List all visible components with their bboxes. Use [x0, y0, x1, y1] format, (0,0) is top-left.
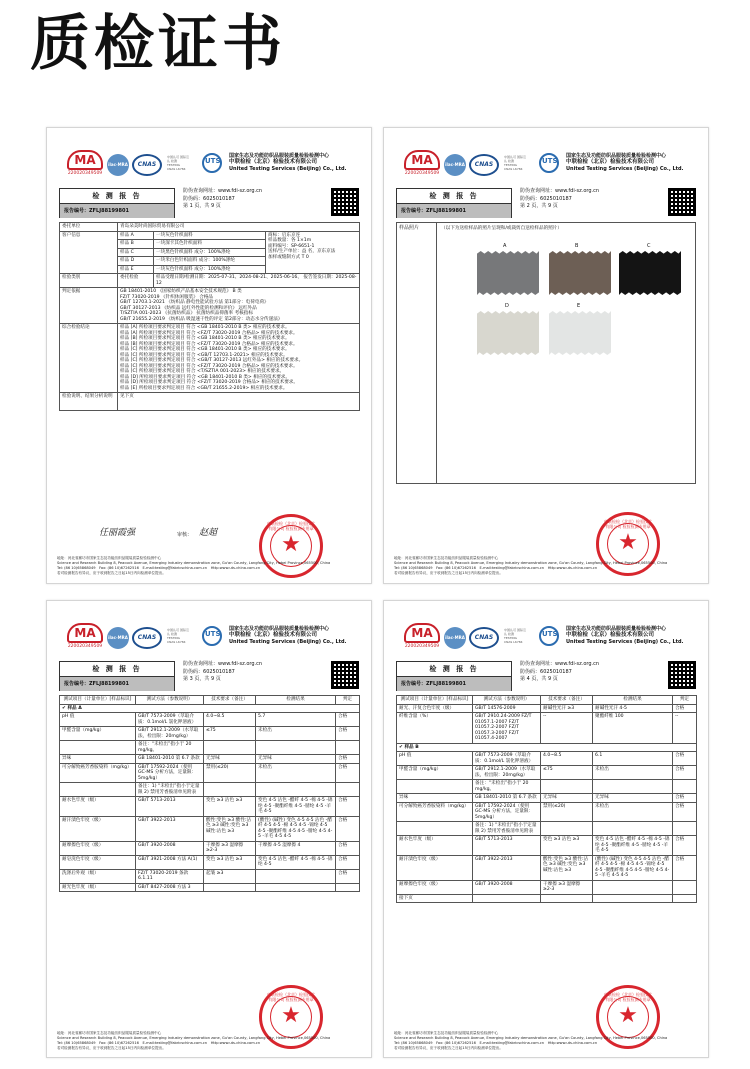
table-row	[397, 704, 697, 713]
cnas-logo: CNAS	[469, 154, 499, 176]
cell-req	[204, 783, 256, 797]
lab-name: 国家生态及功能纺织品服装质量检验检测中心 中联检检（北京）检验技术有限公司 United Testing Services (Beijing) Co., Ltd.	[566, 153, 684, 173]
cell-judge	[673, 880, 697, 894]
sample-mark: ✔ 样品 B	[397, 743, 697, 752]
cell-method: GB/T 3921-2008 方法 A(1)	[136, 855, 204, 869]
cell-method: GB/T 3922-2013	[136, 816, 204, 841]
table-row	[60, 797, 360, 817]
cell-judge: 合格	[673, 704, 697, 713]
report-footer: 地址：河北省廊坊市国家生态及功能纺织品服装质量检验检测中心 Science and Research Building 8, Peacock Avenue, Emerging Industry demonstration zone, Gu'an County, Langfang City, Hebei Province,065500, China Tel: (86 10)65868049 Fax: (86 10)67262516 E-mail:testing@fabricschina.com.cn Http:www.uts-china.com.cn 若对检测报告有异议，应于收到报告之日起15日内向检测单位提出。	[57, 556, 331, 575]
cell-result: 未检出	[593, 802, 673, 822]
table-row	[60, 755, 360, 764]
cell-result: 干摩擦 4-5 湿摩擦 4	[256, 841, 336, 855]
cell-judge: 合格	[336, 763, 360, 783]
ma-logo: MA 220020349509	[67, 150, 103, 180]
cell-req	[541, 780, 593, 794]
cell-method: GB/T 2910.24-2009 FZ/T 01057.1-2007 FZ/T 01057.2-2007 FZ/T 01057.3-2007 FZ/T 01057.4-2007	[473, 713, 541, 744]
table-row	[60, 841, 360, 855]
cell-result	[256, 783, 336, 797]
swatch-label-c: C	[647, 243, 651, 249]
swatch-c	[619, 251, 681, 295]
cell-method: GB/T 5713-2013	[473, 836, 541, 856]
table-row	[60, 727, 360, 741]
cell-judge: 合格	[673, 766, 697, 780]
cell-method: 备注：1) “未检出”指小于定量限 2) 禁用芳香胺清单见附表	[473, 822, 541, 836]
cell-item: 耐水色牢度（级）	[60, 797, 136, 817]
table-row	[397, 822, 697, 836]
star-icon: ★	[618, 530, 638, 555]
cell-result: 未检出	[256, 727, 336, 741]
sample-mark: ✔ 样品 A	[60, 704, 360, 713]
photo-note: （以下为送检样品的照片呈现和/或裁剪自送检样品的照片）	[441, 226, 562, 231]
swatch-d	[477, 311, 539, 355]
table-row	[397, 894, 697, 903]
cell-method: GB/T 3920-2008	[473, 880, 541, 894]
table-row	[397, 802, 697, 822]
table-row	[397, 752, 697, 766]
cell-req	[204, 741, 256, 755]
cell-item	[397, 822, 473, 836]
cell-req	[204, 883, 256, 892]
qr-code-icon	[668, 661, 696, 689]
cell-method: 备注：1) “未检出”指小于定量限 2) 禁用芳香胺清单见附表	[136, 783, 204, 797]
cell-result: (酸性) (碱性) 变色 4-5 4-5 沾色 -醋纤 4-5 4-5 -棉 4-5 4-5 -锦纶 4-5 4-5 -聚酯纤维 4-5 4-5 -腈纶 4-5 4-5 -羊毛 4-5 4-5	[256, 816, 336, 841]
cell-req: 耐碱性光汗 ≥3	[541, 704, 593, 713]
cell-req	[541, 822, 593, 836]
cell-item: 接下页	[397, 894, 473, 903]
results-table-a: 测试项目（计量单位）[样品标识] 测试方法（参数说明） 技术要求（备注） 检测结果 判定 ✔ 样品 A pH 值 GB/T 7573-2009（萃取介质：0.1mol/L 氯化钾溶液） 4.0~8.5 5.7 合格 甲醛含量（mg/kg） GB/T 2912.1-2009（水萃取法，检出限：20mg/kg） ≤75 未检出 合格 备注：“未检出”指小于 20 mg/kg。 异味 GB 18401-2010 第 6.7 条款 无异味 无异味 合格 可分解致癌芳香胺染料（mg/kg） GB/T 17592-2024（使用 GC-MS 分析方法，定量限：5mg/kg） 禁用(≤20) 未检出 合格 备注：1) “未检出”指小于定量限 2) 禁用芳香胺清单见附表 耐水色牢度（级） GB/T 5713-2013 变色 ≥3 沾色 ≥3 变色 4-5 沾色 -醋纤 4-5 -棉 4-5 -锦纶 4-5 -聚酯纤维 4-5 -腈纶 4-5 -羊毛 4-5 合格 耐汗渍色牢度（级） GB/T 3922-2013 酸性:变色 ≥3 酸性:沾色 ≥3 碱性:变色 ≥3 碱性:沾色 ≥3 (酸性) (碱性) 变色 4-5 4-5 沾色 -醋纤 4-5 4-5 -棉 4-5 4-5 -锦纶 4-5 4-5 -聚酯纤维 4-5 4-5 -腈纶 4-5 4-5 -羊毛 4-5 4-5 合格 耐摩擦色牢度（级） GB/T 3920-2008 干摩擦 ≥3 湿摩擦 ≥2-3 干摩擦 4-5 湿摩擦 4 合格 耐皂洗色牢度（级） GB/T 3921-2008 方法 A(1) 变色 ≥3 沾色 ≥3 变色 4-5 沾色 -醋纤 4-5 -棉 4-5 -锦纶 4-5 合格 洗涤后外观（级） FZ/T 73020-2019 条款 6.1.11 起皱 ≥3 合格 耐光色牢度（级） GB/T 8427-2008 方法 3	[59, 695, 360, 892]
qr-code-icon	[331, 188, 359, 216]
cell-method: GB/T 17592-2024（使用 GC-MS 分析方法，定量限：5mg/kg）	[473, 802, 541, 822]
cell-method: GB/T 3920-2008	[136, 841, 204, 855]
swatch-label-e: E	[577, 303, 581, 309]
ilac-logo: ilac-MRA	[444, 627, 466, 649]
cell-item: 可分解致癌芳香胺染料（mg/kg）	[60, 763, 136, 783]
signature-approver: 赵超	[199, 528, 218, 538]
official-stamp: 中联检检（北京）检验技术有限公司 检验检测专用章 ★	[596, 985, 660, 1049]
official-stamp: 中联检检（北京）检验技术有限公司 检验检测专用章 ★	[259, 985, 323, 1049]
results-table-b: 测试项目（计量单位）[样品标识] 测试方法（参数说明） 技术要求（备注） 检测结果 判定 耐光、汗复合色牢度（级） GB/T 14576-2009 耐碱性光汗 ≥3 耐碱性光汗 4-5 合格 纤维含量（%） GB/T 2910.24-2009 FZ/T 01057.1-2007 FZ/T 01057.2-2007 FZ/T 01057.3-2007 FZ/T 01057.4-2007 -- 聚酯纤维 100 -- ✔ 样品 B pH 值 GB/T 7573-2009（萃取介质：0.1mol/L 氯化钾溶液） 4.0~8.5 6.1 合格 甲醛含量（mg/kg） GB/T 2912.1-2009（水萃取法，检出限：20mg/kg） ≤75 未检出 合格 备注：“未检出”指小于 20 mg/kg。 异味 GB 18401-2010 第 6.7 条款 无异味 无异味 合格 可分解致癌芳香胺染料（mg/kg） GB/T 17592-2024（使用 GC-MS 分析方法，定量限：5mg/kg） 禁用(≤20) 未检出 合格 备注：1) “未检出”指小于定量限 2) 禁用芳香胺清单见附表 耐水色牢度（级） GB/T 5713-2013 变色 ≥3 沾色 ≥3 变色 4-5 沾色 -醋纤 4-5 -棉 4-5 -锦纶 4-5 -聚酯纤维 4-5 -腈纶 4-5 -羊毛 4-5 合格 耐汗渍色牢度（级） GB/T 3922-2013 酸性:变色 ≥3 酸性:沾色 ≥3 碱性:变色 ≥3 碱性:沾色 ≥3 (酸性) (碱性) 变色 4-5 4-5 沾色 -醋纤 4-5 4-5 -棉 4-5 4-5 -锦纶 4-5 4-5 -聚酯纤维 4-5 4-5 -腈纶 4-5 4-5 -羊毛 4-5 4-5 合格 耐摩擦色牢度（级） GB/T 3920-2008 干摩擦 ≥3 湿摩擦 ≥2-3 接下页	[396, 695, 697, 903]
cell-judge: 合格	[336, 713, 360, 727]
swatch-a	[477, 251, 539, 295]
cell-req: 无异味	[204, 755, 256, 764]
report-title-block: 检 测 报 告 报告编号：ZFLJ88199801 防伪查询网址：www.fdi-sz.org.cn 防伪码：6025010187 第 2 页，共 9 页	[396, 188, 698, 220]
report-page-4	[383, 600, 709, 1058]
table-row	[60, 763, 360, 783]
cell-item: 甲醛含量（mg/kg）	[60, 727, 136, 741]
cell-judge	[673, 780, 697, 794]
cell-judge	[673, 894, 697, 903]
cell-item: 耐皂洗色牢度（级）	[60, 855, 136, 869]
cell-judge: 合格	[336, 841, 360, 855]
swatch-label-d: D	[505, 303, 509, 309]
cell-item: 纤维含量（%）	[397, 713, 473, 744]
page-headline: 质检证书	[30, 9, 286, 79]
table-row	[397, 855, 697, 880]
cell-judge: 合格	[336, 816, 360, 841]
report-page-1	[46, 127, 372, 584]
table-row	[60, 816, 360, 841]
cell-req: 变色 ≥3 沾色 ≥3	[541, 836, 593, 856]
cell-result: 变色 4-5 沾色 -醋纤 4-5 -棉 4-5 -锦纶 4-5 -聚酯纤维 4-5 -腈纶 4-5 -羊毛 4-5	[256, 797, 336, 817]
cell-result: 变色 4-5 沾色 -醋纤 4-5 -棉 4-5 -锦纶 4-5 -聚酯纤维 4-5 -腈纶 4-5 -羊毛 4-5	[593, 836, 673, 856]
ma-logo: MA 220020349509	[404, 150, 440, 180]
cell-method: GB 18401-2010 第 6.7 条款	[136, 755, 204, 764]
lab-name: 国家生态及功能纺织品服装质量检验检测中心 中联检检（北京）检验技术有限公司 United Testing Services (Beijing) Co., Ltd.	[566, 626, 684, 646]
cell-req: 变色 ≥3 沾色 ≥3	[204, 855, 256, 869]
cell-judge	[336, 883, 360, 892]
cell-method: GB 18401-2010 第 6.7 条款	[473, 794, 541, 803]
cell-judge: 合格	[673, 794, 697, 803]
cell-result	[593, 880, 673, 894]
cell-method: GB/T 5713-2013	[136, 797, 204, 817]
cnas-note: 中国认可 国际互认 检测 TESTING CNAS L6784	[167, 155, 189, 171]
report-title-block: 检 测 报 告 报告编号：ZFLJ88199801 防伪查询网址：www.fdi-sz.org.cn 防伪码：6025010187 第 3 页，共 9 页	[59, 661, 361, 693]
report-title-block: 检 测 报 告 报告编号：ZFLJ88199801 防伪查询网址：www.fdi-sz.org.cn 防伪码：6025010187 第 4 页，共 9 页	[396, 661, 698, 693]
cell-item	[60, 741, 136, 755]
cnas-logo: CNAS	[132, 154, 162, 176]
table-row	[60, 713, 360, 727]
cell-judge: --	[673, 713, 697, 744]
report-header	[59, 623, 363, 657]
cell-judge: 合格	[673, 802, 697, 822]
cell-judge: 合格	[673, 752, 697, 766]
cell-item: 耐光、汗复合色牢度（级）	[397, 704, 473, 713]
ilac-logo: ilac-MRA	[107, 627, 129, 649]
cnas-logo: CNAS	[469, 627, 499, 649]
cell-judge	[336, 741, 360, 755]
cell-req: 干摩擦 ≥3 湿摩擦 ≥2-3	[541, 880, 593, 894]
report-footer: 地址：河北省廊坊市国家生态及功能纺织品服装质量检验检测中心 Science and Research Building 8, Peacock Avenue, Emerging Industry demonstration zone, Gu'an County, Langfang City, Hebei Province,065500, China Tel: (86 10)65868049 Fax: (86 10)67262516 E-mail:testing@fabricschina.com.cn Http:www.uts-china.com.cn 若对检测报告有异议，应于收到报告之日起15日内向检测单位提出。	[394, 1031, 668, 1050]
qr-code-icon	[331, 661, 359, 689]
cnas-note: 中国认可 国际互认 检测 TESTING CNAS L6784	[167, 628, 189, 644]
uts-logo: UTS	[539, 626, 561, 648]
qr-code-icon	[668, 188, 696, 216]
table-row	[60, 869, 360, 883]
ilac-logo: ilac-MRA	[444, 154, 466, 176]
cell-req: 禁用(≤20)	[541, 802, 593, 822]
cell-result	[593, 894, 673, 903]
cell-method: GB/T 7573-2009（萃取介质：0.1mol/L 氯化钾溶液）	[136, 713, 204, 727]
uts-logo: UTS	[202, 626, 224, 648]
cell-result	[256, 869, 336, 883]
report-page-2	[383, 127, 709, 584]
star-icon: ★	[281, 532, 301, 557]
lab-name: 国家生态及功能纺织品服装质量检验检测中心 中联检检（北京）检验技术有限公司 United Testing Services (Beijing) Co., Ltd.	[229, 153, 347, 173]
cell-result: 无异味	[256, 755, 336, 764]
report-title-block	[59, 188, 361, 220]
cell-judge	[336, 783, 360, 797]
uts-logo: UTS	[539, 153, 561, 175]
cell-judge: 合格	[336, 869, 360, 883]
cell-req: 禁用(≤20)	[204, 763, 256, 783]
cell-result: 5.7	[256, 713, 336, 727]
photo-label: 样品照片	[397, 223, 437, 483]
report-info: 防伪查询网址：www.fdi-sz.org.cn 防伪码：6025010187 第 1 页，共 9 页	[183, 188, 263, 209]
cell-result	[256, 741, 336, 755]
report-page-3	[46, 600, 372, 1058]
cell-result	[593, 780, 673, 794]
cell-req: 酸性:变色 ≥3 酸性:沾色 ≥3 碱性:变色 ≥3 碱性:沾色 ≥3	[204, 816, 256, 841]
table-row	[397, 880, 697, 894]
cell-req: 无异味	[541, 794, 593, 803]
cell-req: 变色 ≥3 沾色 ≥3	[204, 797, 256, 817]
cell-item: pH 值	[60, 713, 136, 727]
cell-item: 耐水色牢度（级）	[397, 836, 473, 856]
swatch-b	[549, 251, 611, 295]
sample-photo-box	[396, 222, 696, 484]
cell-judge	[673, 822, 697, 836]
report-header	[59, 150, 363, 184]
report-title: 检 测 报 告	[60, 189, 174, 204]
cell-method: GB/T 17592-2024（使用 GC-MS 分析方法，定量限：5mg/kg）	[136, 763, 204, 783]
cell-req	[541, 894, 593, 903]
cell-result	[256, 883, 336, 892]
cell-judge: 合格	[336, 755, 360, 764]
table-row	[397, 836, 697, 856]
cell-req: 酸性:变色 ≥3 酸性:沾色 ≥3 碱性:变色 ≥3 碱性:沾色 ≥3	[541, 855, 593, 880]
ma-logo: MA 220020349509	[404, 623, 440, 653]
cnas-note: 中国认可 国际互认 检测 TESTING CNAS L6784	[504, 155, 526, 171]
cell-result: 变色 4-5 沾色 -醋纤 4-5 -棉 4-5 -锦纶 4-5	[256, 855, 336, 869]
cell-item: 耐汗渍色牢度（级）	[397, 855, 473, 880]
cell-result: 6.1	[593, 752, 673, 766]
report-header	[396, 150, 700, 184]
cell-judge: 合格	[336, 797, 360, 817]
approve-label: 审核：	[177, 532, 193, 538]
cell-req: 起皱 ≥3	[204, 869, 256, 883]
table-row	[397, 780, 697, 794]
swatch-label-a: A	[503, 243, 507, 249]
signature-tester: 任丽霞强	[99, 528, 136, 538]
report-footer: 地址：河北省廊坊市国家生态及功能纺织品服装质量检验检测中心 Science and Research Building 8, Peacock Avenue, Emerging Industry demonstration zone, Gu'an County, Langfang City, Hebei Province,065500, China Tel: (86 10)65868049 Fax: (86 10)67262516 E-mail:testing@fabricschina.com.cn Http:www.uts-china.com.cn 若对检测报告有异议，应于收到报告之日起15日内向检测单位提出。	[57, 1031, 331, 1050]
lab-name: 国家生态及功能纺织品服装质量检验检测中心 中联检检（北京）检验技术有限公司 United Testing Services (Beijing) Co., Ltd.	[229, 626, 347, 646]
cell-result: 未检出	[593, 766, 673, 780]
cell-method: GB/T 2912.1-2009（水萃取法，检出限：20mg/kg）	[473, 766, 541, 780]
cell-result: (酸性) (碱性) 变色 4-5 4-5 沾色 -醋纤 4-5 4-5 -棉 4-5 4-5 -锦纶 4-5 4-5 -聚酯纤维 4-5 4-5 -腈纶 4-5 4-5 -羊毛 4-5 4-5	[593, 855, 673, 880]
cell-method: 备注：“未检出”指小于 20 mg/kg。	[136, 741, 204, 755]
official-stamp: 中联检检（北京）检验技术有限公司 检验检测专用章 ★	[596, 512, 660, 576]
cell-result: 聚酯纤维 100	[593, 713, 673, 744]
cell-req: ≤75	[204, 727, 256, 741]
cell-item	[60, 783, 136, 797]
cnas-logo: CNAS	[132, 627, 162, 649]
cnas-note: 中国认可 国际互认 检测 TESTING CNAS L6784	[504, 628, 526, 644]
table-row	[397, 766, 697, 780]
cell-judge: 合格	[673, 836, 697, 856]
cell-judge: 合格	[336, 727, 360, 741]
cell-result: 未检出	[256, 763, 336, 783]
cell-item: 可分解致癌芳香胺染料（mg/kg）	[397, 802, 473, 822]
cell-method: GB/T 14576-2009	[473, 704, 541, 713]
cell-item: 洗涤后外观（级）	[60, 869, 136, 883]
cell-judge: 合格	[336, 855, 360, 869]
cell-item: 异味	[397, 794, 473, 803]
cell-req: 干摩擦 ≥3 湿摩擦 ≥2-3	[204, 841, 256, 855]
report-number: 报告编号：ZFLJ88199801	[60, 204, 174, 218]
table-row	[397, 713, 697, 744]
cell-item: 耐摩擦色牢度（级）	[60, 841, 136, 855]
cell-req: 4.0~8.5	[204, 713, 256, 727]
cell-item: 耐汗渍色牢度（级）	[60, 816, 136, 841]
cell-item: 耐光色牢度（级）	[60, 883, 136, 892]
cell-req: ≤75	[541, 766, 593, 780]
cell-item: 异味	[60, 755, 136, 764]
table-row	[60, 883, 360, 892]
official-stamp: 中联检检（北京）检验技术有限公司 检验检测专用章 ★	[259, 514, 323, 578]
cell-req: 4.0~8.5	[541, 752, 593, 766]
cell-method: GB/T 3922-2013	[473, 855, 541, 880]
cell-item: 甲醛含量（mg/kg）	[397, 766, 473, 780]
swatch-e	[549, 311, 611, 355]
cell-method	[473, 894, 541, 903]
cell-method: GB/T 7573-2009（萃取介质：0.1mol/L 氯化钾溶液）	[473, 752, 541, 766]
star-icon: ★	[618, 1003, 638, 1028]
cell-item	[397, 780, 473, 794]
table-row	[60, 741, 360, 755]
cell-method: GB/T 8427-2008 方法 3	[136, 883, 204, 892]
uts-logo: UTS	[202, 153, 224, 175]
cell-method: FZ/T 73020-2019 条款 6.1.11	[136, 869, 204, 883]
table-row	[60, 783, 360, 797]
cell-result: 无异味	[593, 794, 673, 803]
ma-logo: MA 220020349509	[67, 623, 103, 653]
report-summary-table: 委托单位 青岛朵美时尚国际贸易有限公司 客户信息 样品 A 一块灰色针织面料 商标：启东京连 样品数量：各 1×1m 面料编号：SP-6651-1 送样/生产单位：益 名，京东京法 加样或缝制方式 T 0 样品 B 一块深卡其色针织面料 样品 C 一块黑色针织面料 成分：100%涤纶 样品 D 一块米白色针织面料 成分：100%涤纶 样品 E 一块灰色针织面料 成分：100%涤纶 检验类别 委托检验 样品受理日期/检测日期：2025-07-31、2024-08-21、2025-06-16、 报告签发日期：2025-08-12 判定依据 GB 18401-2010 《国家纺织产品基本安全技术规范》 B 类 FZ/T 73020-2019 《针织休闲服装》 合格品 GB/T 12703.1-2021 《纺织品 静电性能试验方法 第1部分：电荷电荷》 GB/T 30127-2013 《纺织品 远红外性能的检测和评价》 远红外品 T/SZTIA 001-2023 《抗菌纺织品》 抗菌纺织品抑菌率 考核指标 GB/T 21655.2-2019 《纺织品 吸湿速干性的评定 第2部分：动态水分传递法》 综合检验结论 样品 [A] 所检项目要求判定项目 符合 <GB 18401-2010 B 类> 相应的技术要求。 样品 [A] 所检项目要求判定项目 符合 <FZ/T 73020-2019 合格品> 相应的技术要求。 样品 [B] 所检项目要求判定项目 符合 <GB 18401-2010 B 类> 相应的技术要求。 样品 [B] 所检项目要求判定项目 符合 <FZ/T 73020-2019 合格品> 相应的技术要求。 样品 [C] 所检项目要求判定项目 符合 <GB 18401-2010 B 类> 相应的技术要求。 样品 [C] 所检项目要求判定项目 符合 <GB/T 12703.1-2021> 相应的技术要求。 样品 [C] 所检项目要求判定项目 符合 <GB/T 30127-2013 远红外品> 相应的技术要求。 样品 [C] 所检项目要求判定项目 符合 <FZ/T 73020-2019 合格品> 相应的技术要求。 样品 [C] 所检项目要求判定项目 符合 <T/SZTIA 001-2023> 相应的技术要求。 样品 [D] 所检项目要求判定项目 符合 <GB 18401-2010 B 类> 相应的技术要求。 样品 [D] 所检项目要求判定项目 符合 <FZ/T 73020-2019 合格品> 相应的技术要求。 样品 [E] 所检项目要求判定项目 符合 <GB/T 21655.2-2019> 相应的技术要求。 检验说明、结果分析说明 见下页	[59, 222, 360, 411]
cell-method: GB/T 2912.1-2009（水萃取法，检出限：20mg/kg）	[136, 727, 204, 741]
table-row	[60, 855, 360, 869]
report-header	[396, 623, 700, 657]
report-footer: 地址：河北省廊坊市国家生态及功能纺织品服装质量检验检测中心 Science and Research Building 8, Peacock Avenue, Emerging Industry demonstration zone, Gu'an County, Langfang City, Hebei Province,065500, China Tel: (86 10)65868049 Fax: (86 10)67262516 E-mail:testing@fabricschina.com.cn Http:www.uts-china.com.cn 若对检测报告有异议，应于收到报告之日起15日内向检测单位提出。	[394, 556, 668, 575]
star-icon: ★	[281, 1003, 301, 1028]
cell-req: --	[541, 713, 593, 744]
table-row	[397, 794, 697, 803]
ilac-logo: ilac-MRA	[107, 154, 129, 176]
cell-method: 备注：“未检出”指小于 20 mg/kg。	[473, 780, 541, 794]
cell-item: 耐摩擦色牢度（级）	[397, 880, 473, 894]
cell-item: pH 值	[397, 752, 473, 766]
cell-result	[593, 822, 673, 836]
swatch-label-b: B	[575, 243, 579, 249]
cell-judge: 合格	[673, 855, 697, 880]
cell-result: 耐碱性光汗 4-5	[593, 704, 673, 713]
